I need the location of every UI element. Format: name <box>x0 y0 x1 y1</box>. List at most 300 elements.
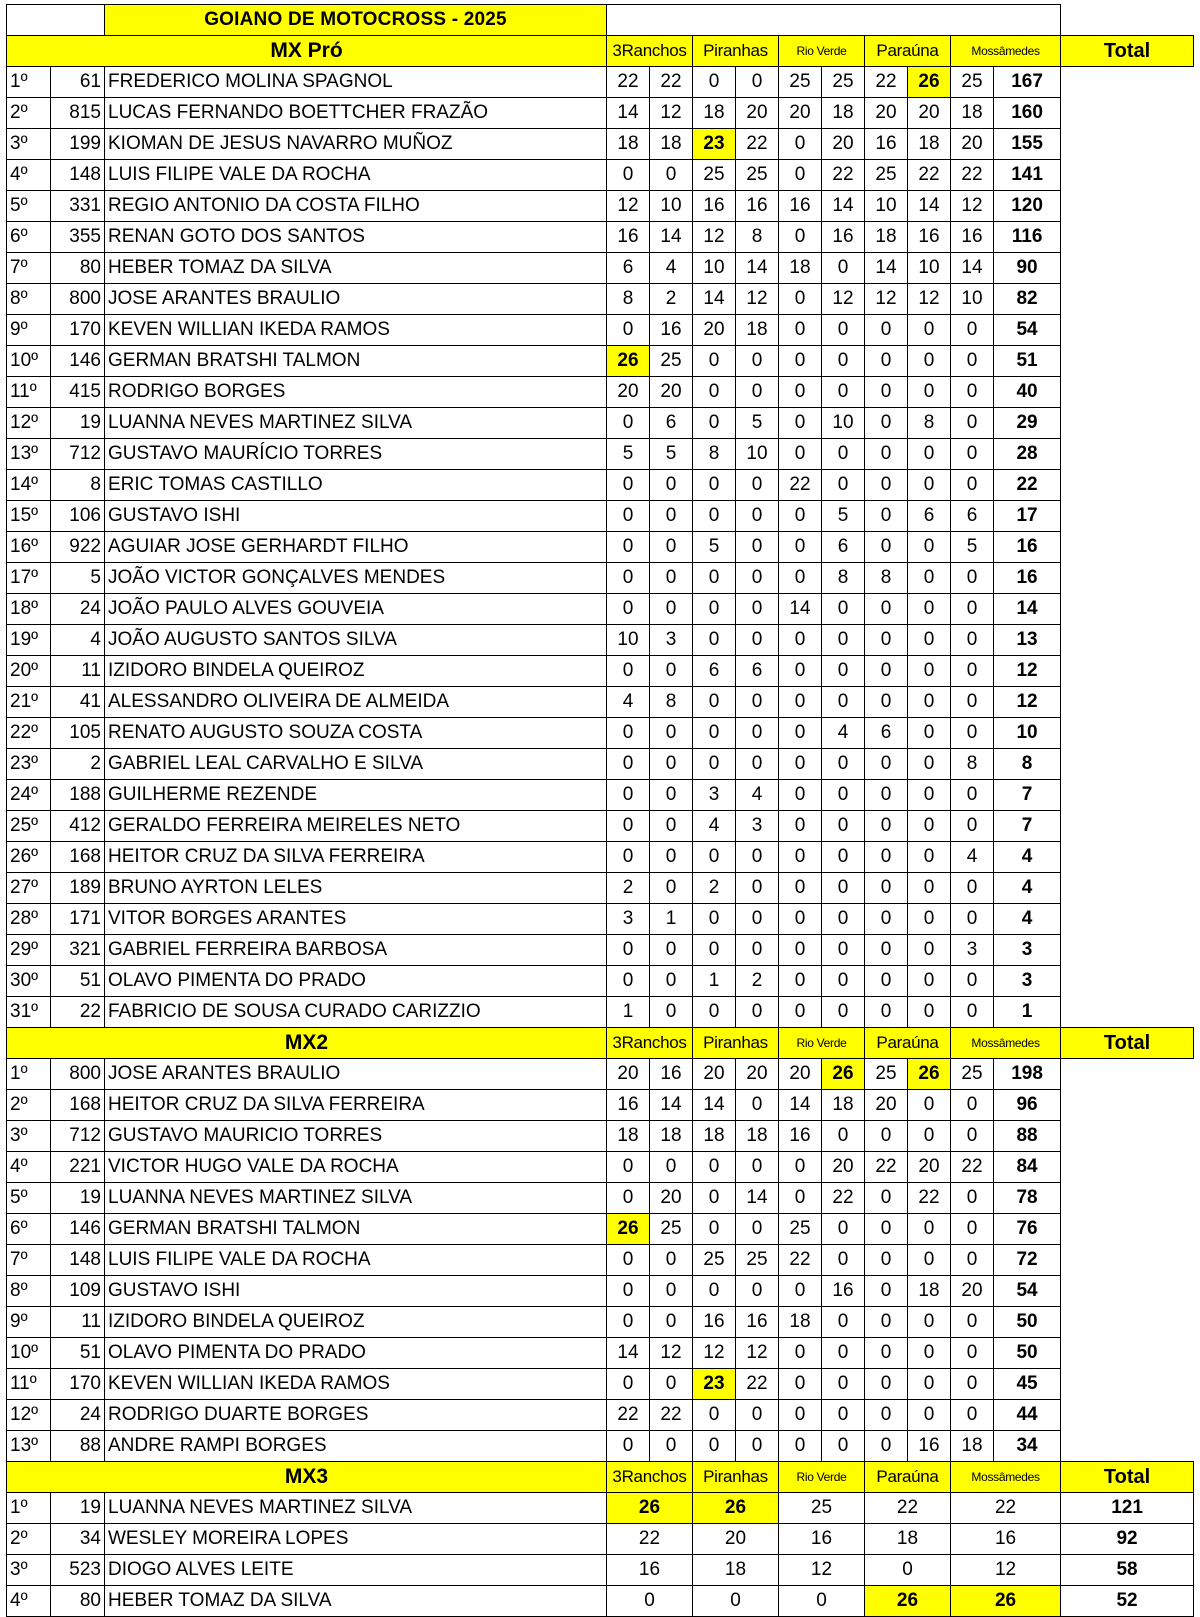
row-rider-number: 331 <box>51 191 105 222</box>
row-score: 20 <box>736 98 779 129</box>
table-row <box>7 129 1194 160</box>
row-score: 25 <box>650 346 693 377</box>
row-score: 14 <box>779 594 822 625</box>
table-row <box>7 98 1194 129</box>
row-rider-number: 41 <box>51 687 105 718</box>
row-score: 0 <box>650 656 693 687</box>
row-score: 0 <box>908 1090 951 1121</box>
row-score: 0 <box>650 532 693 563</box>
row-score: 0 <box>865 997 908 1028</box>
row-score: 0 <box>693 625 736 656</box>
row-rider-name: RENATO AUGUSTO SOUZA COSTA <box>105 718 607 749</box>
row-rider-number: 51 <box>51 966 105 997</box>
row-score: 0 <box>607 501 650 532</box>
row-score: 0 <box>822 377 865 408</box>
row-score: 12 <box>693 1338 736 1369</box>
row-rider-name: JOSE ARANTES BRAULIO <box>105 1059 607 1090</box>
row-total: 88 <box>994 1121 1061 1152</box>
row-rider-name: GUSTAVO ISHI <box>105 501 607 532</box>
row-score: 0 <box>951 718 994 749</box>
row-rider-name: GERMAN BRATSHI TALMON <box>105 1214 607 1245</box>
row-score: 0 <box>736 1431 779 1462</box>
row-score: 0 <box>736 718 779 749</box>
row-score: 1 <box>650 904 693 935</box>
row-score: 10 <box>693 253 736 284</box>
row-score: 20 <box>908 1152 951 1183</box>
table-row <box>7 1524 1194 1555</box>
row-score: 22 <box>607 1400 650 1431</box>
table-row <box>7 1555 1194 1586</box>
row-score: 0 <box>865 873 908 904</box>
row-score: 26 <box>908 1059 951 1090</box>
event-header-5: Mossâmedes <box>951 36 1061 67</box>
row-score: 0 <box>736 1400 779 1431</box>
row-score: 2 <box>607 873 650 904</box>
row-rider-name: GUSTAVO MAURÍCIO TORRES <box>105 439 607 470</box>
row-total: 116 <box>994 222 1061 253</box>
row-rider-number: 19 <box>51 1183 105 1214</box>
row-score: 25 <box>865 1059 908 1090</box>
row-score: 22 <box>822 1183 865 1214</box>
row-score: 0 <box>951 408 994 439</box>
row-score: 0 <box>908 842 951 873</box>
row-score: 0 <box>908 1338 951 1369</box>
row-score: 12 <box>607 191 650 222</box>
row-rider-name: BRUNO AYRTON LELES <box>105 873 607 904</box>
row-score: 0 <box>865 532 908 563</box>
row-rider-number: 148 <box>51 1245 105 1276</box>
table-row <box>7 687 1194 718</box>
row-total: 84 <box>994 1152 1061 1183</box>
row-score: 0 <box>822 1369 865 1400</box>
row-rider-name: RENAN GOTO DOS SANTOS <box>105 222 607 253</box>
row-score: 0 <box>693 904 736 935</box>
row-score: 0 <box>779 129 822 160</box>
row-total: 58 <box>1061 1555 1194 1586</box>
row-score: 0 <box>908 1400 951 1431</box>
row-rider-name: OLAVO PIMENTA DO PRADO <box>105 966 607 997</box>
table-row <box>7 532 1194 563</box>
row-position: 12º <box>7 1400 51 1431</box>
row-total: 51 <box>994 346 1061 377</box>
event-header-4: Paraúna <box>865 1462 951 1493</box>
row-position: 2º <box>7 1524 51 1555</box>
row-rider-number: 51 <box>51 1338 105 1369</box>
row-position: 8º <box>7 1276 51 1307</box>
row-score: 8 <box>650 687 693 718</box>
row-score: 0 <box>908 625 951 656</box>
row-score: 0 <box>607 532 650 563</box>
row-score: 25 <box>951 1059 994 1090</box>
row-position: 18º <box>7 594 51 625</box>
row-score: 0 <box>693 749 736 780</box>
row-position: 24º <box>7 780 51 811</box>
row-score: 25 <box>951 67 994 98</box>
row-score: 16 <box>736 191 779 222</box>
row-score: 0 <box>736 594 779 625</box>
row-rider-name: OLAVO PIMENTA DO PRADO <box>105 1338 607 1369</box>
row-score: 0 <box>736 67 779 98</box>
row-score: 4 <box>951 842 994 873</box>
row-score: 0 <box>736 470 779 501</box>
standings-table <box>6 4 1194 1617</box>
row-score: 0 <box>693 470 736 501</box>
row-score: 0 <box>736 377 779 408</box>
row-score: 0 <box>822 656 865 687</box>
row-score: 0 <box>779 842 822 873</box>
event-header-3: Rio Verde <box>779 1028 865 1059</box>
row-score: 0 <box>822 904 865 935</box>
row-score: 0 <box>650 842 693 873</box>
row-score: 0 <box>736 997 779 1028</box>
document-title-row <box>7 5 1194 36</box>
row-score: 14 <box>736 253 779 284</box>
row-score: 0 <box>650 160 693 191</box>
row-score: 0 <box>607 1183 650 1214</box>
row-score: 3 <box>693 780 736 811</box>
table-row <box>7 315 1194 346</box>
row-score: 0 <box>951 346 994 377</box>
row-score: 0 <box>736 687 779 718</box>
row-score: 0 <box>951 966 994 997</box>
row-score: 14 <box>607 98 650 129</box>
row-position: 17º <box>7 563 51 594</box>
row-score: 0 <box>607 656 650 687</box>
row-rider-number: 800 <box>51 284 105 315</box>
row-score: 0 <box>865 966 908 997</box>
row-score: 0 <box>822 1400 865 1431</box>
row-score: 0 <box>693 563 736 594</box>
row-score: 0 <box>865 1400 908 1431</box>
row-score: 0 <box>650 811 693 842</box>
row-score: 16 <box>951 1524 1061 1555</box>
class-label-3: MX3 <box>7 1462 607 1493</box>
row-score: 0 <box>650 873 693 904</box>
table-row <box>7 67 1194 98</box>
row-score: 18 <box>693 98 736 129</box>
row-score: 12 <box>736 284 779 315</box>
table-row <box>7 594 1194 625</box>
row-score: 16 <box>650 315 693 346</box>
row-score: 0 <box>736 1214 779 1245</box>
row-score: 0 <box>908 1245 951 1276</box>
table-row <box>7 1059 1194 1090</box>
row-score: 0 <box>822 966 865 997</box>
row-score: 6 <box>693 656 736 687</box>
row-score: 22 <box>779 1245 822 1276</box>
table-row <box>7 1276 1194 1307</box>
row-score: 10 <box>736 439 779 470</box>
row-score: 0 <box>779 1431 822 1462</box>
row-rider-name: VITOR BORGES ARANTES <box>105 904 607 935</box>
row-score: 0 <box>951 315 994 346</box>
row-score: 14 <box>650 222 693 253</box>
table-row <box>7 904 1194 935</box>
row-position: 1º <box>7 1059 51 1090</box>
row-score: 22 <box>736 1369 779 1400</box>
row-score: 2 <box>650 284 693 315</box>
row-total: 96 <box>994 1090 1061 1121</box>
row-score: 0 <box>779 718 822 749</box>
row-position: 4º <box>7 1152 51 1183</box>
row-total: 72 <box>994 1245 1061 1276</box>
row-total: 4 <box>994 842 1061 873</box>
row-rider-name: GABRIEL FERREIRA BARBOSA <box>105 935 607 966</box>
row-score: 0 <box>650 780 693 811</box>
row-score: 0 <box>908 1214 951 1245</box>
row-score: 0 <box>736 935 779 966</box>
row-score: 0 <box>908 656 951 687</box>
row-rider-name: IZIDORO BINDELA QUEIROZ <box>105 656 607 687</box>
table-row <box>7 1338 1194 1369</box>
row-score: 20 <box>951 1276 994 1307</box>
row-rider-name: ANDRE RAMPI BORGES <box>105 1431 607 1462</box>
row-total: 3 <box>994 935 1061 966</box>
row-score: 25 <box>865 160 908 191</box>
row-score: 0 <box>650 1276 693 1307</box>
row-position: 2º <box>7 98 51 129</box>
row-score: 0 <box>908 904 951 935</box>
row-score: 0 <box>650 594 693 625</box>
row-score: 14 <box>779 1090 822 1121</box>
table-row <box>7 718 1194 749</box>
row-score: 0 <box>607 1586 693 1617</box>
row-rider-number: 415 <box>51 377 105 408</box>
row-score: 0 <box>865 656 908 687</box>
row-rider-number: 523 <box>51 1555 105 1586</box>
row-total: 155 <box>994 129 1061 160</box>
row-rider-number: 22 <box>51 997 105 1028</box>
row-rider-number: 146 <box>51 1214 105 1245</box>
row-score: 0 <box>607 749 650 780</box>
row-score: 8 <box>908 408 951 439</box>
row-score: 0 <box>951 811 994 842</box>
row-score: 0 <box>736 1276 779 1307</box>
row-position: 14º <box>7 470 51 501</box>
row-score: 4 <box>822 718 865 749</box>
row-score: 8 <box>822 563 865 594</box>
row-score: 5 <box>650 439 693 470</box>
row-score: 0 <box>865 1245 908 1276</box>
row-total: 29 <box>994 408 1061 439</box>
row-score: 0 <box>951 1245 994 1276</box>
row-score: 0 <box>736 563 779 594</box>
row-rider-number: 8 <box>51 470 105 501</box>
table-row <box>7 346 1194 377</box>
row-score: 0 <box>779 997 822 1028</box>
row-score: 0 <box>822 749 865 780</box>
table-row <box>7 1307 1194 1338</box>
row-score: 20 <box>908 98 951 129</box>
row-score: 0 <box>865 811 908 842</box>
row-rider-number: 170 <box>51 315 105 346</box>
event-header-4: Paraúna <box>865 1028 951 1059</box>
row-score: 0 <box>693 718 736 749</box>
row-score: 0 <box>736 501 779 532</box>
event-header-1: 3Ranchos <box>607 1462 693 1493</box>
row-score: 0 <box>908 563 951 594</box>
row-score: 16 <box>607 222 650 253</box>
row-score: 0 <box>779 904 822 935</box>
row-score: 10 <box>650 191 693 222</box>
row-score: 12 <box>650 98 693 129</box>
row-score: 0 <box>650 1431 693 1462</box>
row-score: 0 <box>951 904 994 935</box>
row-rider-name: LUANNA NEVES MARTINEZ SILVA <box>105 1183 607 1214</box>
row-score: 0 <box>865 1369 908 1400</box>
row-score: 4 <box>650 253 693 284</box>
row-score: 0 <box>951 1121 994 1152</box>
row-score: 10 <box>865 191 908 222</box>
row-score: 20 <box>607 377 650 408</box>
row-score: 8 <box>607 284 650 315</box>
row-score: 18 <box>607 129 650 160</box>
row-score: 0 <box>779 1183 822 1214</box>
row-rider-number: 199 <box>51 129 105 160</box>
row-score: 0 <box>779 563 822 594</box>
row-position: 3º <box>7 1121 51 1152</box>
row-score: 18 <box>822 1090 865 1121</box>
row-position: 26º <box>7 842 51 873</box>
table-row <box>7 1090 1194 1121</box>
row-rider-number: 19 <box>51 408 105 439</box>
row-total: 8 <box>994 749 1061 780</box>
row-score: 0 <box>908 935 951 966</box>
row-score: 16 <box>822 222 865 253</box>
row-total: 167 <box>994 67 1061 98</box>
row-total: 141 <box>994 160 1061 191</box>
row-total: 1 <box>994 997 1061 1028</box>
row-score: 8 <box>736 222 779 253</box>
row-score: 25 <box>650 1214 693 1245</box>
row-rider-number: 148 <box>51 160 105 191</box>
row-score: 0 <box>650 470 693 501</box>
row-score: 16 <box>822 1276 865 1307</box>
row-score: 14 <box>822 191 865 222</box>
row-score: 0 <box>951 563 994 594</box>
row-score: 0 <box>822 687 865 718</box>
row-total: 121 <box>1061 1493 1194 1524</box>
row-rider-number: 105 <box>51 718 105 749</box>
row-score: 0 <box>693 1152 736 1183</box>
row-rider-number: 321 <box>51 935 105 966</box>
row-score: 0 <box>908 470 951 501</box>
row-rider-number: 712 <box>51 1121 105 1152</box>
row-total: 54 <box>994 1276 1061 1307</box>
row-score: 0 <box>908 811 951 842</box>
row-score: 0 <box>908 532 951 563</box>
row-score: 2 <box>736 966 779 997</box>
table-row <box>7 377 1194 408</box>
row-total: 13 <box>994 625 1061 656</box>
row-position: 7º <box>7 253 51 284</box>
row-score: 18 <box>865 222 908 253</box>
row-score: 0 <box>607 935 650 966</box>
row-score: 16 <box>865 129 908 160</box>
row-position: 31º <box>7 997 51 1028</box>
row-position: 12º <box>7 408 51 439</box>
row-score: 0 <box>951 594 994 625</box>
row-score: 22 <box>951 1152 994 1183</box>
event-header-5: Mossâmedes <box>951 1462 1061 1493</box>
row-score: 23 <box>693 1369 736 1400</box>
row-score: 0 <box>779 1338 822 1369</box>
table-row <box>7 966 1194 997</box>
row-score: 0 <box>908 966 951 997</box>
row-score: 0 <box>865 1307 908 1338</box>
row-score: 0 <box>865 1214 908 1245</box>
row-score: 25 <box>779 1214 822 1245</box>
row-score: 0 <box>908 997 951 1028</box>
row-score: 22 <box>951 1493 1061 1524</box>
row-score: 0 <box>779 780 822 811</box>
row-score: 0 <box>865 1121 908 1152</box>
row-score: 26 <box>607 1214 650 1245</box>
row-score: 0 <box>779 346 822 377</box>
row-score: 22 <box>865 67 908 98</box>
row-total: 92 <box>1061 1524 1194 1555</box>
row-score: 18 <box>650 1121 693 1152</box>
row-score: 18 <box>908 1276 951 1307</box>
row-score: 5 <box>822 501 865 532</box>
row-total: 4 <box>994 873 1061 904</box>
table-row <box>7 408 1194 439</box>
row-score: 16 <box>693 191 736 222</box>
row-position: 9º <box>7 1307 51 1338</box>
row-score: 18 <box>779 253 822 284</box>
table-row <box>7 284 1194 315</box>
row-score: 0 <box>693 346 736 377</box>
row-rider-number: 24 <box>51 594 105 625</box>
row-score: 25 <box>822 67 865 98</box>
row-score: 0 <box>822 1338 865 1369</box>
row-score: 0 <box>607 1369 650 1400</box>
row-rider-name: LUCAS FERNANDO BOETTCHER FRAZÃO <box>105 98 607 129</box>
row-score: 16 <box>779 1524 865 1555</box>
row-score: 0 <box>822 780 865 811</box>
title-right-spacer <box>607 5 1061 36</box>
row-score: 0 <box>779 408 822 439</box>
row-score: 18 <box>822 98 865 129</box>
row-score: 0 <box>650 997 693 1028</box>
row-rider-name: FABRICIO DE SOUSA CURADO CARIZZIO <box>105 997 607 1028</box>
row-score: 20 <box>865 98 908 129</box>
row-rider-number: 168 <box>51 1090 105 1121</box>
class-header-row <box>7 1462 1194 1493</box>
row-total: 22 <box>994 470 1061 501</box>
row-score: 0 <box>779 377 822 408</box>
row-score: 22 <box>736 129 779 160</box>
row-score: 6 <box>736 656 779 687</box>
row-score: 0 <box>607 842 650 873</box>
row-total: 3 <box>994 966 1061 997</box>
row-position: 11º <box>7 1369 51 1400</box>
row-score: 0 <box>736 346 779 377</box>
row-score: 0 <box>908 377 951 408</box>
row-score: 22 <box>951 160 994 191</box>
row-score: 0 <box>951 1338 994 1369</box>
row-score: 20 <box>650 1183 693 1214</box>
row-score: 0 <box>779 966 822 997</box>
row-score: 0 <box>908 594 951 625</box>
event-header-3: Rio Verde <box>779 1462 865 1493</box>
row-score: 3 <box>736 811 779 842</box>
row-score: 4 <box>736 780 779 811</box>
row-score: 0 <box>779 749 822 780</box>
row-score: 20 <box>779 1059 822 1090</box>
row-score: 0 <box>607 160 650 191</box>
row-score: 0 <box>908 749 951 780</box>
